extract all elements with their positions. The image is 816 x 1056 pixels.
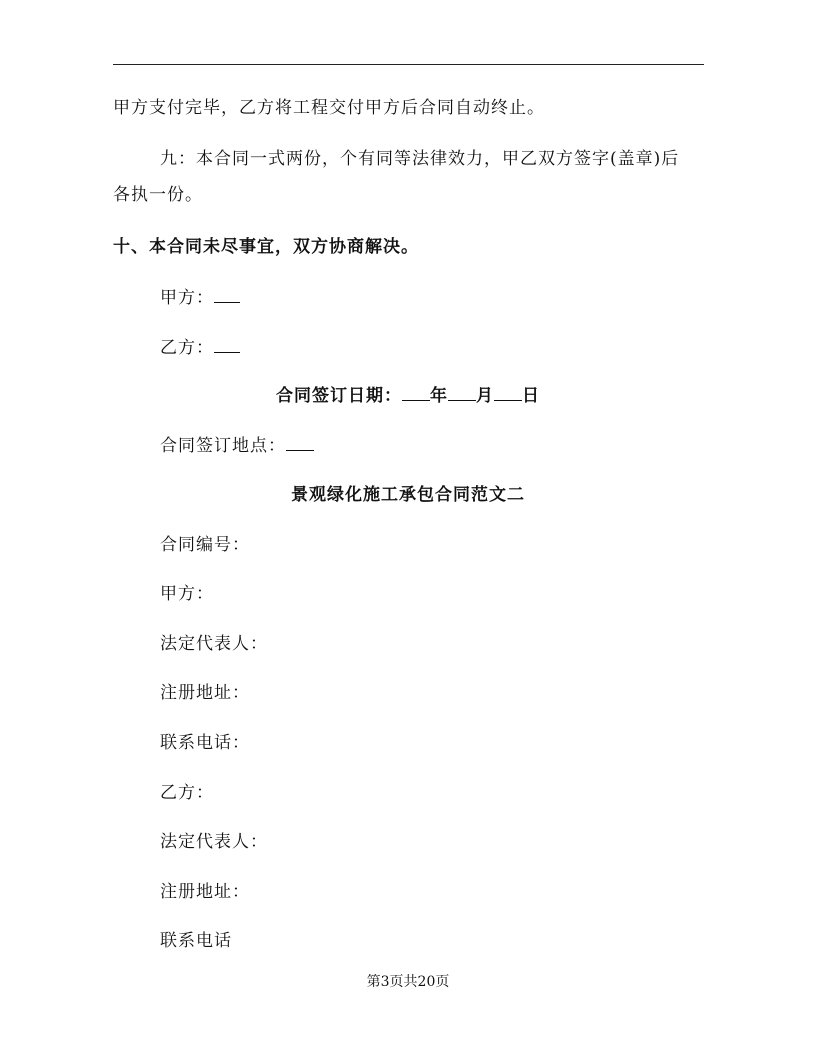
- party-a-label: 甲方：: [160, 288, 214, 308]
- party-a-field: 甲方：: [160, 584, 214, 604]
- paragraph-clause-nine: 九：本合同一式两份，个有同等法律效力，甲乙双方签字(盖章)后: [160, 149, 680, 169]
- year-label: 年: [430, 386, 448, 406]
- sign-place-blank: [286, 434, 314, 451]
- sign-date-label: 合同签订日期：: [276, 386, 402, 406]
- paragraph-clause-nine-cont: 各执一份。: [113, 185, 203, 205]
- party-b-address-field: 注册地址：: [160, 882, 250, 902]
- header-rule: [113, 64, 704, 65]
- page-number-footer: 第3页共20页: [366, 974, 450, 990]
- contract-number-field: 合同编号：: [160, 535, 250, 555]
- party-b-representative-field: 法定代表人：: [160, 832, 268, 852]
- day-label: 日: [522, 386, 540, 406]
- year-blank: [402, 384, 430, 401]
- party-b-blank: [214, 336, 240, 353]
- party-a-blank: [214, 286, 240, 303]
- sign-place-line: [160, 434, 314, 457]
- party-a-representative-field: 法定代表人：: [160, 634, 268, 654]
- month-blank: [448, 384, 476, 401]
- month-label: 月: [476, 386, 494, 406]
- paragraph-payment-complete: 甲方支付完毕，乙方将工程交付甲方后合同自动终止。: [113, 98, 545, 118]
- party-a-phone-field: 联系电话：: [160, 733, 250, 753]
- party-b-field: 乙方：: [160, 783, 214, 803]
- section-title: 景观绿化施工承包合同范文二: [291, 485, 525, 505]
- day-blank: [494, 384, 522, 401]
- sign-date-line: [0, 384, 816, 407]
- party-a-signature-line: [160, 286, 240, 309]
- party-a-address-field: 注册地址：: [160, 683, 250, 703]
- party-b-label: 乙方：: [160, 338, 214, 358]
- paragraph-clause-ten: 十、本合同未尽事宜，双方协商解决。: [113, 237, 419, 257]
- party-b-phone-field: 联系电话: [160, 931, 232, 951]
- party-b-signature-line: [160, 336, 240, 359]
- sign-place-label: 合同签订地点：: [160, 436, 286, 456]
